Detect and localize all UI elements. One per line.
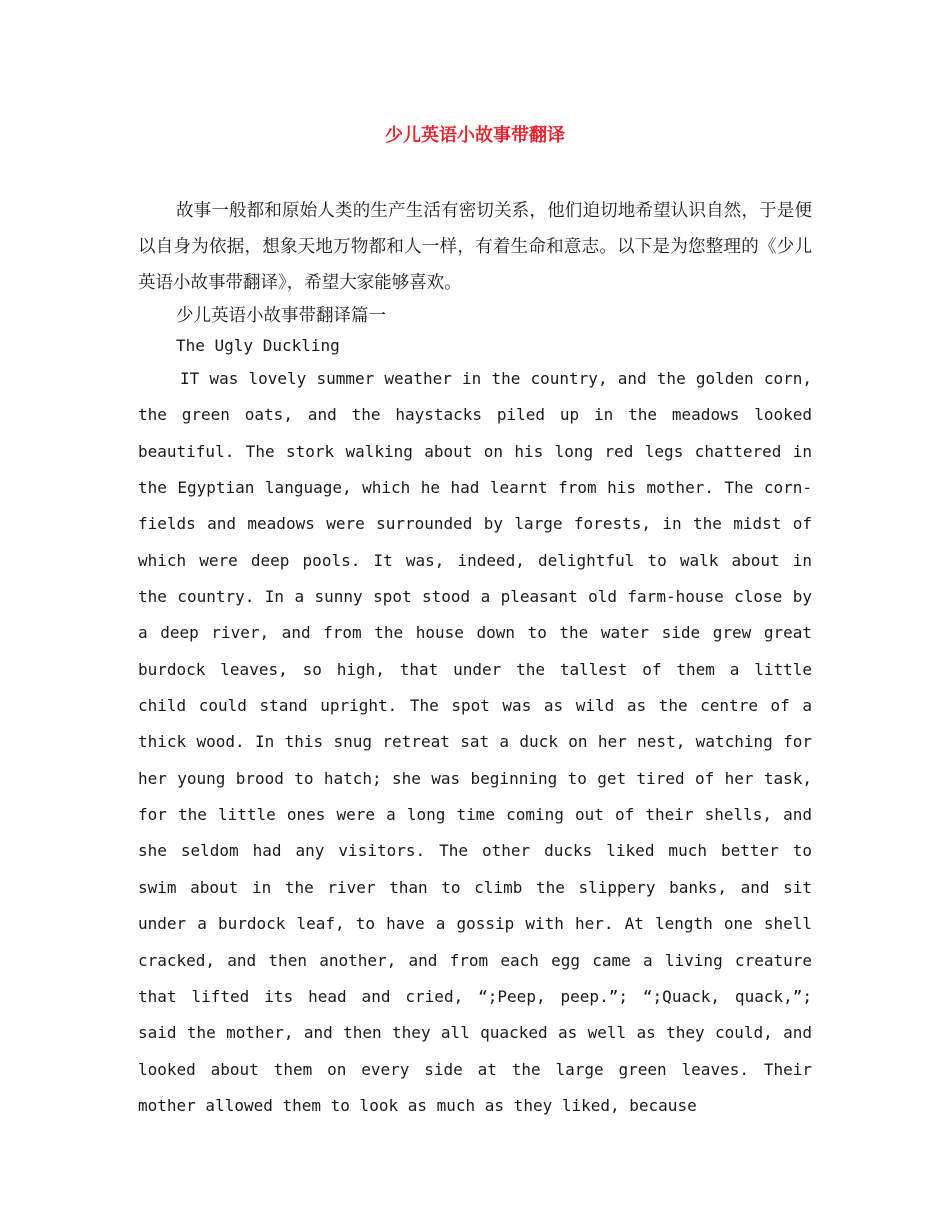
- story-body: IT was lovely summer weather in the country, and the golden corn, the green oats, and the haystacks piled up in the meadows looked beautiful. The stork walking about on his long red legs chattered in the Egyptian language, which he had learnt from his mother. The corn-fields and meadows were surrounded by large forests, in the midst of which were deep pools. It was, indeed, delightful to walk about in the country. In a sunny spot stood a pleasant old farm-house close by a deep river, and from the house down to the water side grew great burdock leaves, so high, that under the tallest of them a little child could stand upright. The spot was as wild as the centre of a thick wood. In this snug retreat sat a duck on her nest, watching for her young brood to hatch; she was beginning to get tired of her task, for the little ones were a long time coming out of their shells, and she seldom had any visitors. The other ducks liked much better to swim about in the river than to climb the slippery banks, and sit under a burdock leaf, to have a gossip with her. At length one shell cracked, and then another, and from each egg came a living creature that lifted its head and cried, “;Peep, peep.”; “;Quack, quack,”; said the mother, and then they all quacked as well as they could, and looked about them on every side at the large green leaves. Their mother allowed them to look as much as they liked, because: [138, 369, 812, 1115]
- document-title: 少儿英语小故事带翻译: [385, 125, 565, 146]
- story-title: The Ugly Duckling: [176, 336, 340, 355]
- section-heading: 少儿英语小故事带翻译篇一: [176, 306, 386, 326]
- intro-paragraph: 故事一般都和原始人类的生产生活有密切关系，他们迫切地希望认识自然，于是便以自身为依据，想象天地万物都和人一样，有着生命和意志。以下是为您整理的《少儿英语小故事带翻译》，希望大家能够喜欢。: [138, 201, 812, 293]
